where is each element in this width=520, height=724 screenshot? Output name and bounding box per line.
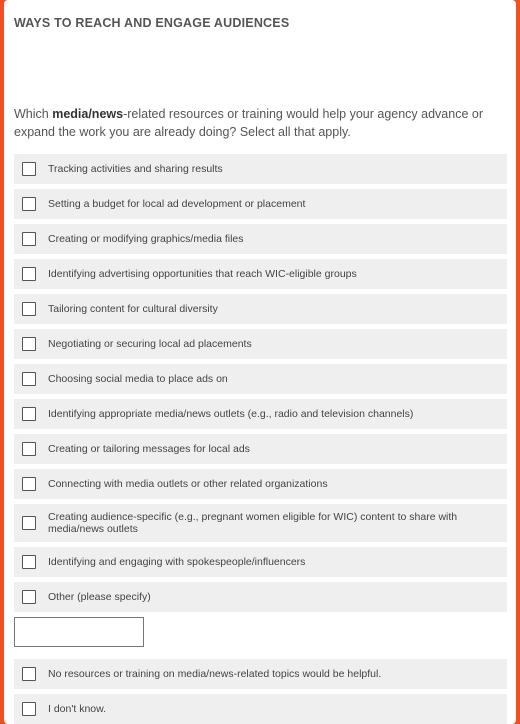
section-title: WAYS TO REACH AND ENGAGE AUDIENCES	[14, 16, 290, 30]
question-post: -related resources or training would help your agency advance or expand the work you are already doing? Select all that apply.	[14, 107, 484, 139]
option-label: Creating audience-specific (e.g., pregnant women eligible for WIC) content to share with media/news outlets	[48, 511, 458, 535]
option-label: Other (please specify)	[48, 591, 151, 603]
option-label: Creating or modifying graphics/media files	[48, 233, 244, 245]
option-setting-budget[interactable]	[14, 189, 507, 219]
option-local-ad-messages[interactable]	[14, 434, 507, 464]
survey-panel	[4, 0, 516, 724]
option-no-resources[interactable]	[14, 659, 507, 689]
option-label: Connecting with media outlets or other related organizations	[48, 478, 328, 490]
option-label: Tracking activities and sharing results	[48, 163, 223, 175]
checkbox[interactable]	[22, 162, 36, 176]
checkbox[interactable]	[22, 516, 36, 530]
option-label: Setting a budget for local ad development or placement	[48, 198, 306, 210]
checkbox[interactable]	[22, 407, 36, 421]
option-advertising-opportunities[interactable]	[14, 259, 507, 289]
checkbox[interactable]	[22, 232, 36, 246]
checkbox[interactable]	[22, 555, 36, 569]
option-label: Identifying advertising opportunities that reach WIC-eligible groups	[48, 268, 357, 280]
checkbox[interactable]	[22, 267, 36, 281]
option-social-media[interactable]	[14, 364, 507, 394]
checkbox[interactable]	[22, 477, 36, 491]
checkbox[interactable]	[22, 702, 36, 716]
option-label: I don't know.	[48, 703, 107, 715]
option-label: Creating or tailoring messages for local ads	[48, 443, 250, 455]
option-dont-know[interactable]	[14, 694, 507, 724]
question-text	[14, 105, 506, 141]
option-spokespeople[interactable]	[14, 547, 507, 577]
option-label: Identifying and engaging with spokespeople/influencers	[48, 556, 306, 568]
checkbox[interactable]	[22, 337, 36, 351]
option-audience-specific-content[interactable]	[14, 504, 507, 542]
checkbox[interactable]	[22, 302, 36, 316]
option-tracking-activities[interactable]	[14, 154, 507, 184]
question-bold: media/news	[52, 107, 124, 121]
option-cultural-diversity[interactable]	[14, 294, 507, 324]
option-label: No resources or training on media/news-related topics would be helpful.	[48, 668, 382, 680]
checkbox[interactable]	[22, 590, 36, 604]
option-ad-placements[interactable]	[14, 329, 507, 359]
option-media-outlets[interactable]	[14, 399, 507, 429]
checkbox[interactable]	[22, 197, 36, 211]
option-label: Negotiating or securing local ad placements	[48, 338, 252, 350]
option-label: Identifying appropriate media/news outlets (e.g., radio and television channels)	[48, 408, 414, 420]
checkbox[interactable]	[22, 372, 36, 386]
option-label: Choosing social media to place ads on	[48, 373, 228, 385]
option-connecting-outlets[interactable]	[14, 469, 507, 499]
question-pre: Which	[14, 107, 53, 121]
checkbox[interactable]	[22, 667, 36, 681]
option-other[interactable]	[14, 582, 507, 612]
other-specify-input[interactable]	[14, 617, 144, 647]
checkbox[interactable]	[22, 442, 36, 456]
option-graphics-media[interactable]	[14, 224, 507, 254]
option-label: Tailoring content for cultural diversity	[48, 303, 218, 315]
